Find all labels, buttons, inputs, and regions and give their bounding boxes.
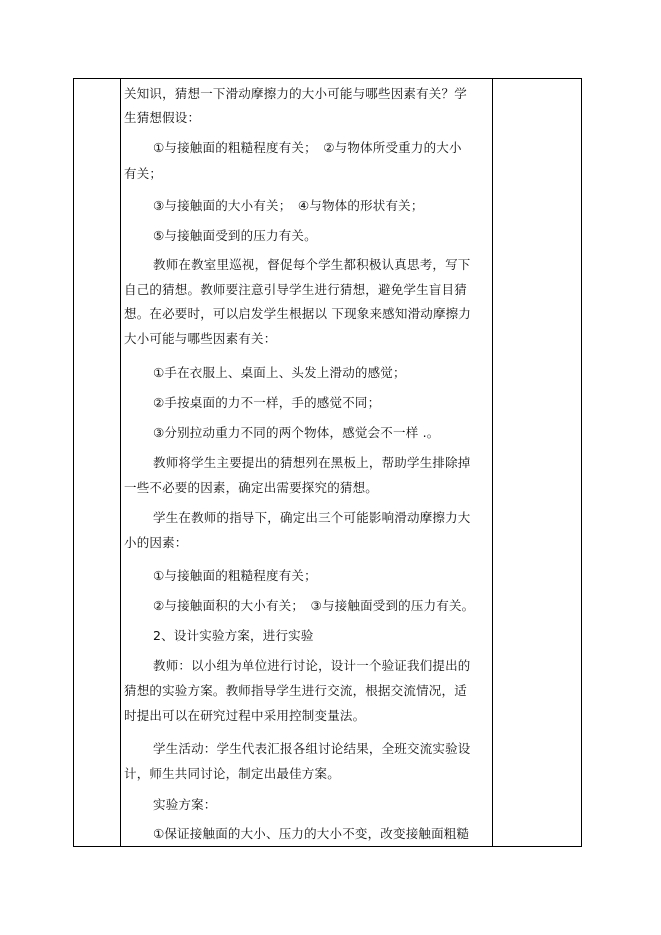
text-line: 一些不必要的因素，确定出需要探究的猜想。 — [124, 480, 379, 495]
text-line: 教师在教室里巡视，督促每个学生都积极认真思考，写下 — [153, 257, 471, 272]
text-line: 学生在教师的指导下，确定出三个可能影响滑动摩擦力大 — [153, 510, 471, 525]
text-line: 计，师生共同讨论，制定出最佳方案。 — [124, 766, 340, 781]
text-line: ②手按桌面的力不一样，手的感觉不同； — [153, 395, 381, 410]
text-line: ③分别拉动重力不同的两个物体，感觉会不一样 .。 — [153, 425, 440, 440]
text-line: ①与接触面的粗糙程度有关； — [153, 568, 317, 583]
text-line: ①保证接触面的大小、压力的大小不变，改变接触面粗糙 — [153, 826, 470, 841]
text-line: ①手在衣服上、桌面上、头发上滑动的感觉； — [153, 365, 406, 380]
text-line: 有关； — [124, 166, 163, 181]
text-line: ①与接触面的粗糙程度有关； ②与物体所受重力的大小 — [153, 140, 462, 155]
text-line: 自己的猜想。教师要注意引导学生进行猜想，避免学生盲目猜 — [124, 282, 467, 297]
text-line: 时提出可以在研究过程中采用控制变量法。 — [124, 708, 366, 723]
content-cell — [120, 78, 490, 847]
text-line: 生猜想假设： — [124, 110, 201, 125]
right-column-divider — [492, 79, 493, 846]
text-line: 关知识，猜想一下滑动摩擦力的大小可能与哪些因素有关？学 — [124, 86, 467, 101]
text-line: 想。在必要时，可以启发学生根据以 下现象来感知滑动摩擦力 — [124, 306, 472, 321]
text-line: ③与接触面的大小有关； ④与物体的形状有关； — [153, 198, 424, 213]
text-line: ⑤与接触面受到的压力有关。 — [153, 228, 317, 243]
text-line: 学生活动：学生代表汇报各组讨论结果，全班交流实验设 — [153, 741, 471, 756]
text-line: ②与接触面积的大小有关； ③与接触面受到的压力有关。 — [153, 598, 475, 613]
text-line: 2、设计实验方案，进行实验 — [153, 628, 314, 643]
text-line: 猜想的实验方案。教师指导学生进行交流，根据交流情况，适 — [124, 683, 467, 698]
text-line: 小的因素： — [124, 535, 188, 550]
text-line: 大小可能与哪些因素有关： — [124, 331, 277, 346]
text-line: 教师将学生主要提出的猜想列在黑板上，帮助学生排除掉 — [153, 455, 471, 470]
text-line: 教师：以小组为单位进行讨论，设计一个验证我们提出的 — [153, 658, 471, 673]
text-line: 实验方案： — [153, 797, 217, 812]
